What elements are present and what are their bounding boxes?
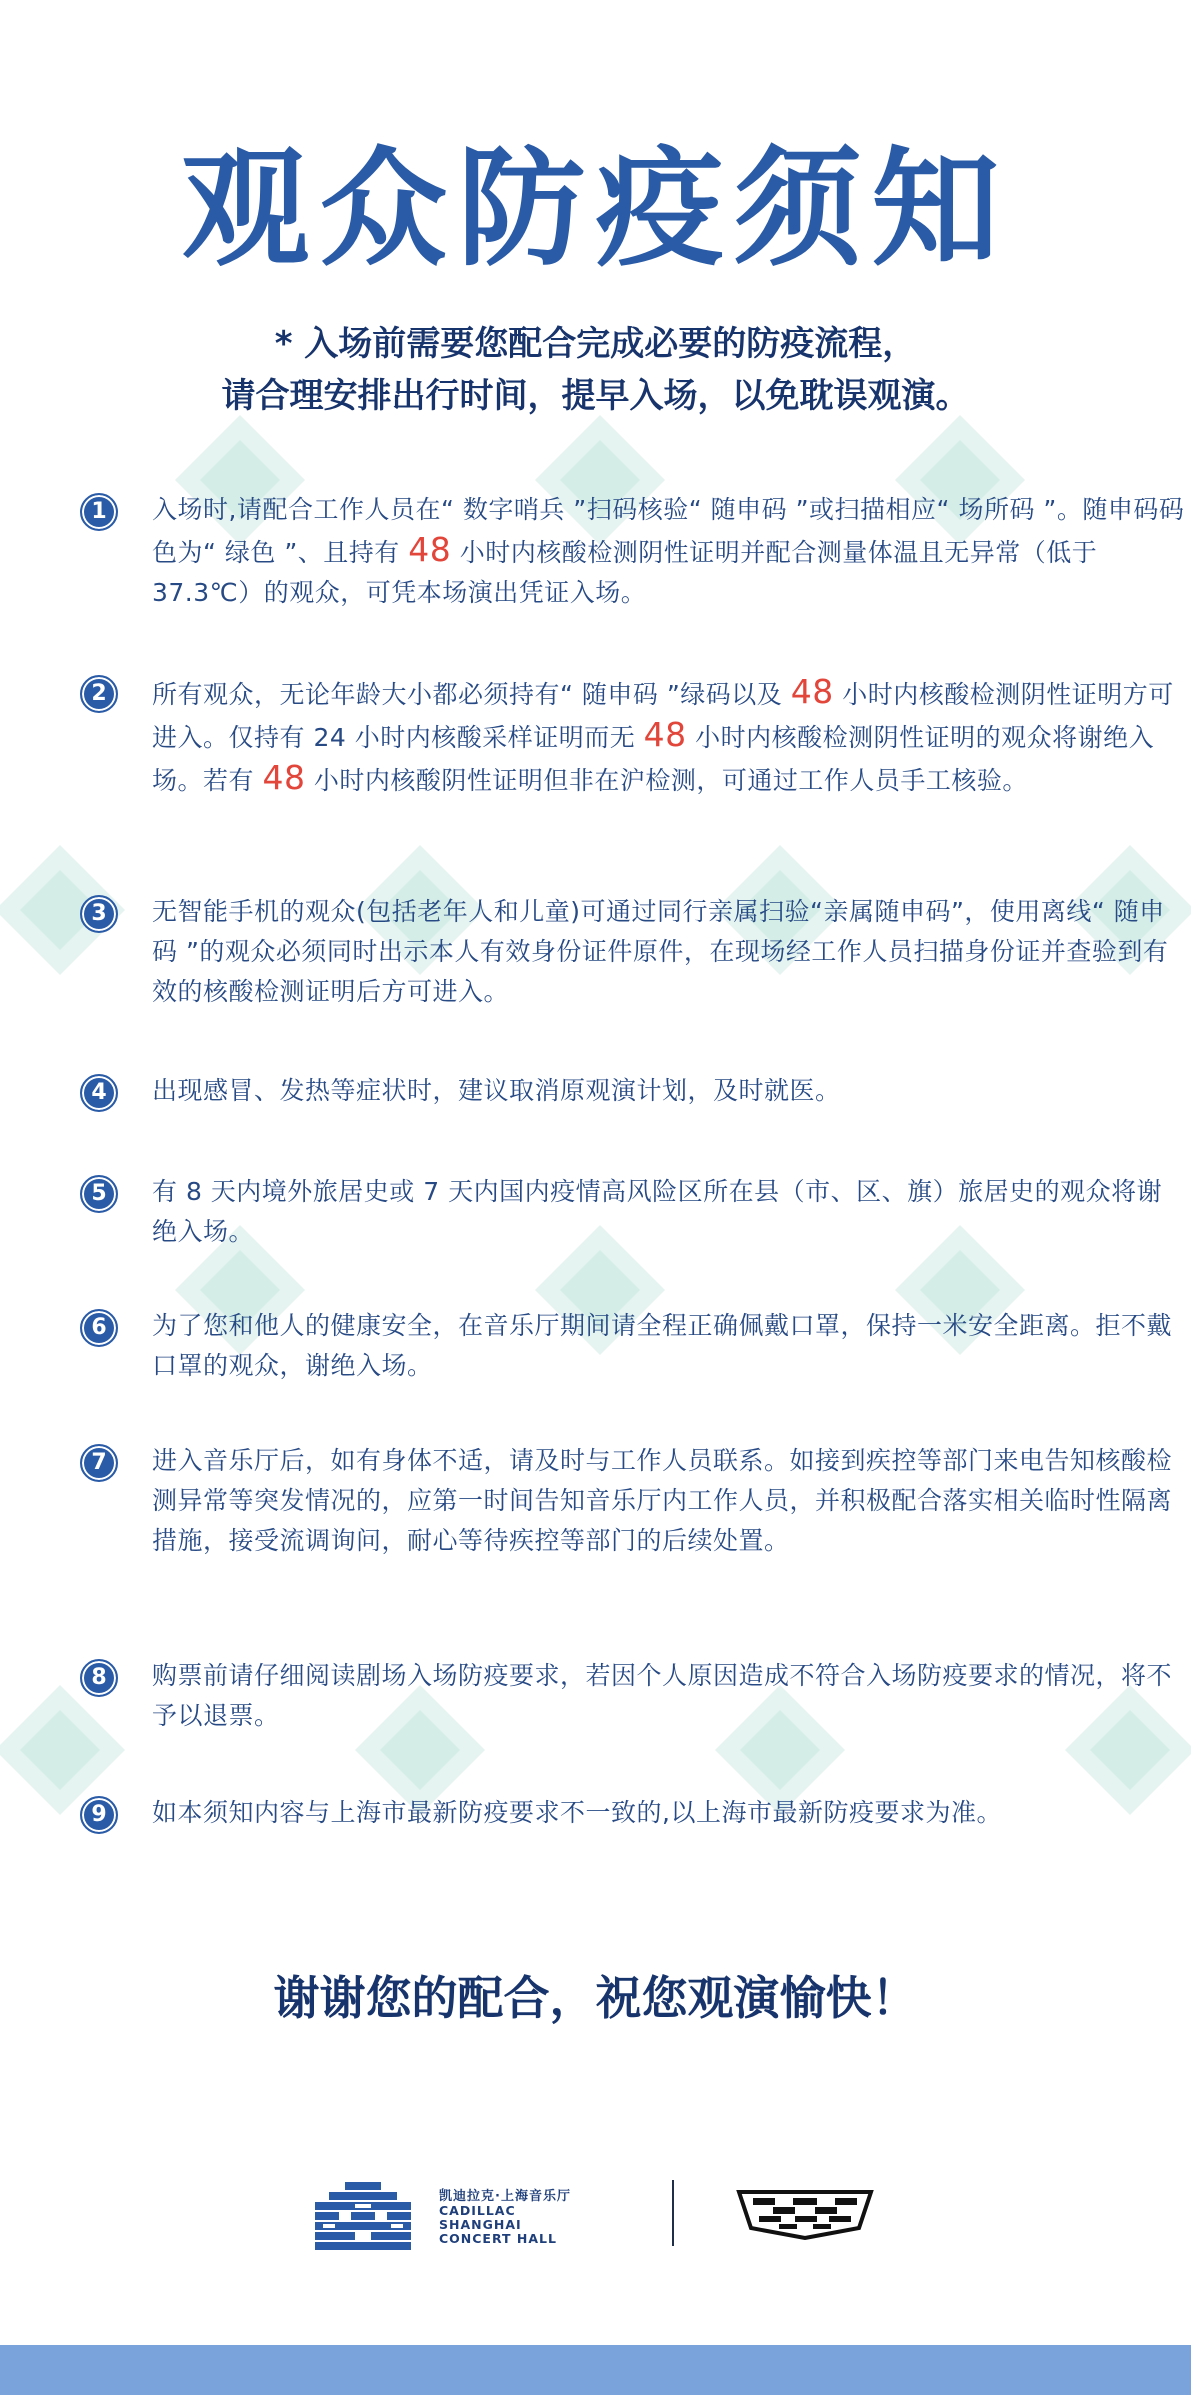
notice-text-segment: 小时内核酸阴性证明但非在沪检测，可通过工作人员手工核验。	[305, 766, 1028, 795]
footer-logos	[315, 2180, 895, 2270]
closing-message: 谢谢您的配合，祝您观演愉快！	[273, 1971, 918, 2025]
highlight-number: 48	[643, 715, 687, 754]
notice-text	[152, 1441, 1187, 1561]
notice-text-segment: 无智能手机的观众(包括老年人和儿童)可通过同行亲属扫验“亲属随申码”，使用离线“ 随申码 ”的观众必须同时出示本人有效身份证件原件，在现场经工作人员扫描身份证并查验到有效的核酸检测证明后方可进入。	[152, 897, 1169, 1006]
notice-text-segment: 如本须知内容与上海市最新防疫要求不一致的,以上海市最新防疫要求为准。	[152, 1798, 1002, 1827]
notice-text	[152, 490, 1187, 613]
organization-name	[439, 2190, 571, 2246]
notice-text-segment: 所有观众，无论年龄大小都必须持有“ 随申码 ”绿码以及	[152, 680, 791, 709]
notice-text	[152, 1656, 1187, 1736]
footer-divider	[672, 2180, 674, 2246]
notice-text-segment: 有 8 天内境外旅居史或 7 天内国内疫情高风险区所在县（市、区、旗）旅居史的观众将谢绝入场。	[152, 1177, 1163, 1246]
number-badge-icon: 3	[80, 895, 118, 933]
diamond-decor-icon	[0, 1685, 125, 1815]
notice-text-segment: 小时内核酸检测阴性证明的观众将谢绝入场。若有	[152, 723, 1155, 795]
notice-text	[152, 1306, 1187, 1386]
org-name-en-1: CADILLAC	[439, 2203, 516, 2218]
notice-text-segment: 小时内核酸检测阴性证明并配合测量体温且无异常（低于 37.3℃）的观众，可凭本场演出凭证入场。	[152, 538, 1098, 607]
number-badge-icon: 9	[80, 1796, 118, 1834]
concert-hall-logo-icon	[315, 2182, 411, 2250]
number-badge-icon: 4	[80, 1074, 118, 1112]
notice-text-segment: 购票前请仔细阅读剧场入场防疫要求，若因个人原因造成不符合入场防疫要求的情况，将不予以退票。	[152, 1661, 1173, 1730]
highlight-number: 48	[408, 530, 452, 569]
number-badge-icon: 2	[80, 675, 118, 713]
notice-text	[152, 672, 1187, 801]
number-badge-icon: 1	[80, 493, 118, 531]
notice-text-segment: 为了您和他人的健康安全，在音乐厅期间请全程正确佩戴口罩，保持一米安全距离。拒不戴口罩的观众，谢绝入场。	[152, 1311, 1173, 1380]
org-name-en-2: SHANGHAI	[439, 2217, 522, 2232]
number-badge-icon: 5	[80, 1175, 118, 1213]
notice-text	[152, 1172, 1187, 1252]
highlight-number: 48	[790, 672, 834, 711]
org-name-cn: 凯迪拉克·上海音乐厅	[439, 2189, 571, 2204]
cadillac-crest-icon	[735, 2188, 875, 2240]
notice-text	[152, 1793, 1187, 1833]
notice-text-segment: 小时内核酸检测阴性证明方可进入。仅持有 24 小时内核酸采样证明而无	[152, 680, 1174, 752]
notice-text-segment: 入场时,请配合工作人员在“ 数字哨兵 ”扫码核验“ 随申码 ”或扫描相应“ 场所码 ”。随申码码色为“ 绿色 ”、且持有	[152, 495, 1185, 567]
notice-text-segment: 出现感冒、发热等症状时，建议取消原观演计划，及时就医。	[152, 1076, 841, 1105]
notice-text-segment: 进入音乐厅后，如有身体不适，请及时与工作人员联系。如接到疾控等部门来电告知核酸检测异常等突发情况的，应第一时间告知音乐厅内工作人员，并积极配合落实相关临时性隔离措施，接受流调询问，耐心等待疾控等部门的后续处置。	[152, 1446, 1173, 1555]
notice-text	[152, 892, 1187, 1012]
number-badge-icon: 7	[80, 1444, 118, 1482]
number-badge-icon: 8	[80, 1659, 118, 1697]
subtitle-line-1: * 入场前需要您配合完成必要的防疫流程，	[274, 324, 917, 364]
subtitle	[0, 318, 1191, 422]
page-title: 观众防疫须知	[181, 135, 1010, 284]
number-badge-icon: 6	[80, 1309, 118, 1347]
org-name-en-3: CONCERT HALL	[439, 2231, 557, 2246]
notice-text	[152, 1071, 1187, 1111]
subtitle-line-2: 请合理安排出行时间，提早入场，以免耽误观演。	[221, 376, 970, 416]
highlight-number: 48	[262, 758, 306, 797]
bottom-color-bar	[0, 2345, 1191, 2395]
